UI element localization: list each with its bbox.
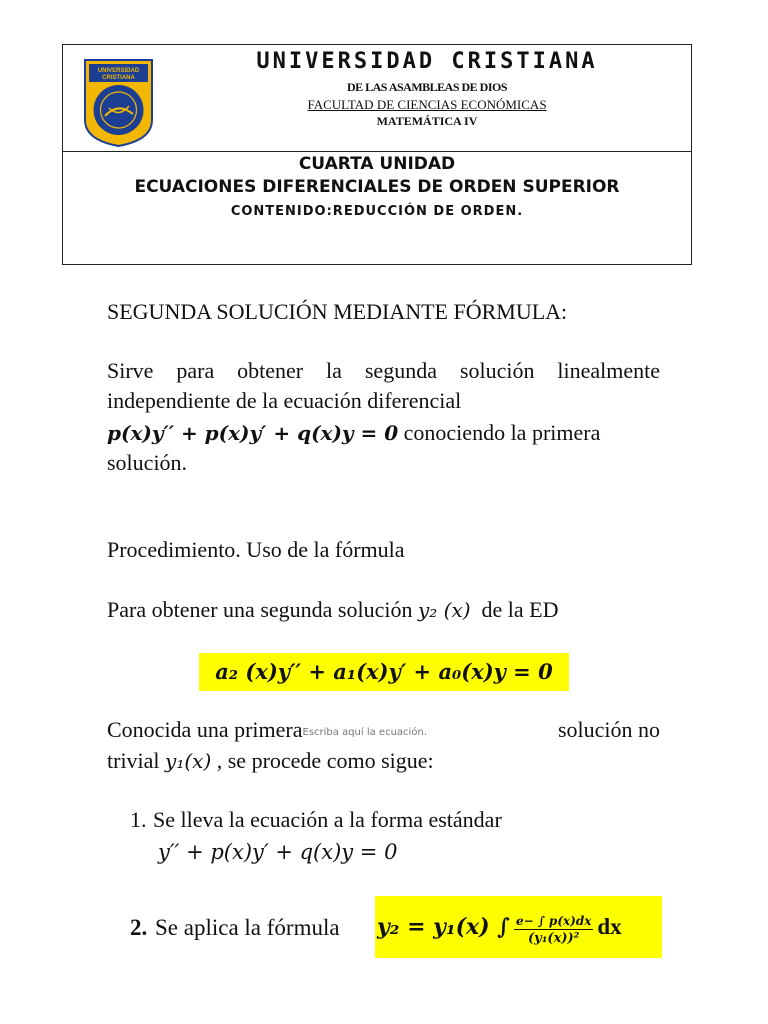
unit-block xyxy=(63,153,691,224)
step2-number: 2. xyxy=(130,915,148,940)
formula-lhs: y₂ = y₁(x) ∫ xyxy=(377,914,510,940)
para3-line2 xyxy=(107,746,434,776)
para1-line2: independiente de la ecuación diferencial xyxy=(107,388,462,413)
university-logo xyxy=(83,58,154,148)
para2-var: y₂ (x) xyxy=(417,598,471,622)
para3-line2-b: , se procede como sigue: xyxy=(211,748,434,773)
header-box xyxy=(62,44,692,265)
para2-before: Para obtener una segunda solución xyxy=(107,597,418,622)
procedure-heading: Procedimiento. Uso de la fórmula xyxy=(107,537,405,562)
formula xyxy=(377,896,622,958)
para3-var: y₁(x) xyxy=(165,749,212,773)
para2 xyxy=(107,595,559,625)
step1-number: 1. xyxy=(130,807,147,832)
formula-numerator: e− ∫ p(x)dx xyxy=(515,914,592,929)
equation-placeholder[interactable]: Escriba aquí la ecuación. xyxy=(302,727,427,738)
university-subtitle: DE LAS ASAMBLEAS DE DIOS xyxy=(346,80,508,94)
header-top xyxy=(63,45,691,152)
course-name: MATEMÁTICA IV xyxy=(376,114,478,128)
step2-text: Se aplica la fórmula xyxy=(155,915,340,940)
step1-equation: y′′ + p(x)y′ + q(x)y = 0 xyxy=(158,840,398,864)
para2-after: de la ED xyxy=(470,597,559,622)
formula-dx: dx xyxy=(597,914,622,939)
para1-line3 xyxy=(107,418,600,448)
para3-line1 xyxy=(107,715,660,748)
svg-text:CRISTIANA: CRISTIANA xyxy=(102,75,135,81)
university-name: UNIVERSIDAD CRISTIANA xyxy=(256,49,598,74)
svg-text:UNIVERSIDAD: UNIVERSIDAD xyxy=(97,68,140,74)
para1-line4: solución. xyxy=(107,450,188,475)
formula-box xyxy=(375,896,662,958)
formula-fraction xyxy=(514,914,593,946)
unit-title: CUARTA UNIDAD xyxy=(298,154,456,174)
para3-line2-a: trivial xyxy=(107,748,166,773)
formula-denominator: (y₁(x))² xyxy=(528,931,580,947)
step1-text: Se lleva la ecuación a la forma estándar xyxy=(153,807,502,832)
para1-equation: p(x)y′′ + p(x)y′ + q(x)y = 0 xyxy=(107,421,399,445)
content-title: CONTENIDO:REDUCCIÓN DE ORDEN. xyxy=(230,204,524,219)
section-title: SEGUNDA SOLUCIÓN MEDIANTE FÓRMULA: xyxy=(107,299,568,324)
para3-end: solución no xyxy=(557,717,660,742)
highlighted-equation xyxy=(199,653,569,691)
para1-after-eq: conociendo la primera xyxy=(398,420,601,445)
faculty-name: FACULTAD DE CIENCIAS ECONÓMICAS xyxy=(307,97,547,112)
para3-start: Conocida una primera xyxy=(107,717,303,742)
highlighted-equation-text: a₂ (x)y′′ + a₁(x)y′ + a₀(x)y = 0 xyxy=(215,659,553,684)
para1-line1: Sirve para obtener la segunda solución linealmente xyxy=(107,358,660,383)
topic-title: ECUACIONES DIFERENCIALES DE ORDEN SUPERIOR xyxy=(134,177,620,197)
